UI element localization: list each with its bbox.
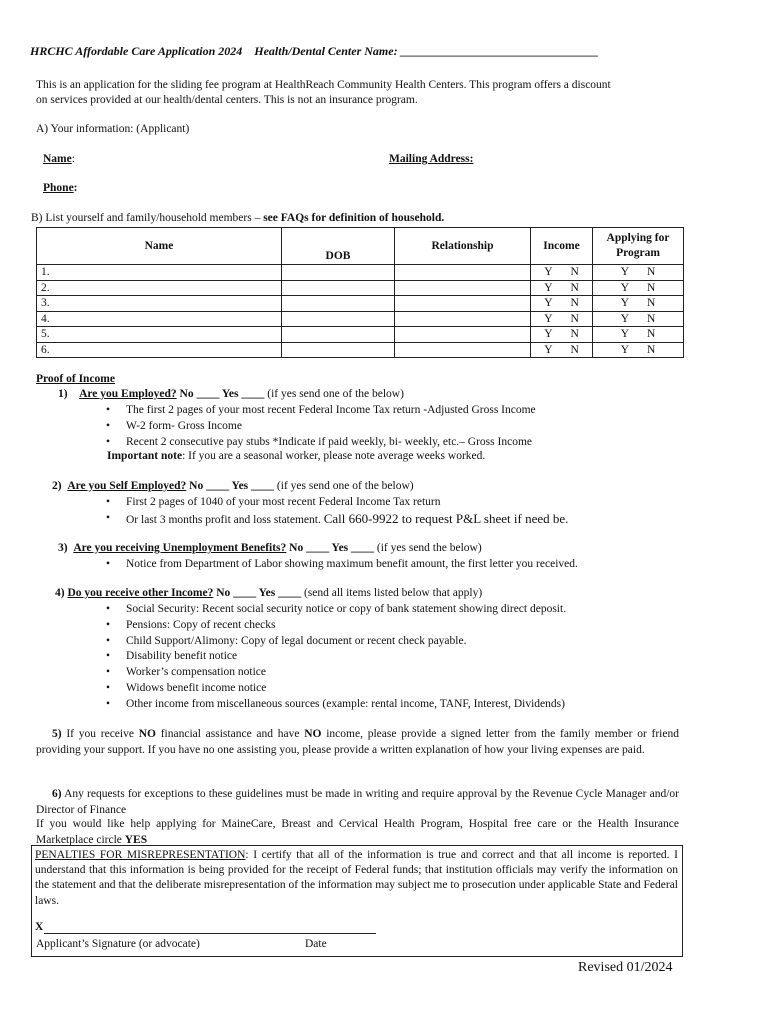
q2-list [126, 495, 568, 527]
table-row [37, 327, 684, 343]
member-dob-cell[interactable] [282, 342, 395, 358]
list-item: • Social Security: Recent social security notice or copy of bank statement showing direct deposit. [126, 602, 566, 618]
member-relationship-cell[interactable] [395, 265, 531, 281]
income-yes-option[interactable]: Y [544, 297, 553, 309]
income-no-option[interactable]: N [570, 297, 579, 309]
q1-employed: 1) Are you Employed? No ____ Yes ____ (if yes send one of the below) [58, 388, 404, 400]
member-income-cell[interactable] [531, 265, 593, 281]
center-name-label: Health/Dental Center Name: [254, 44, 398, 58]
income-no-option[interactable]: N [570, 266, 579, 278]
applying-no-option[interactable]: N [647, 281, 656, 294]
center-name-field[interactable]: _________________________________ [400, 44, 599, 58]
list-item: • The first 2 pages of your most recent Federal Income Tax return -Adjusted Gross Income [126, 403, 536, 419]
member-name-cell[interactable]: 4. [37, 311, 282, 327]
income-yes-option[interactable]: Y [544, 343, 553, 356]
applying-yes-option[interactable]: Y [620, 328, 629, 340]
yes-circle-target[interactable]: YES [124, 833, 148, 846]
member-name-cell[interactable]: 5. [37, 327, 282, 343]
list-item: • Pensions: Copy of recent checks [126, 618, 566, 634]
mailing-address-label[interactable]: Mailing Address: [389, 153, 474, 165]
table-row [37, 311, 684, 327]
q2-self-employed: 2) Are you Self Employed? No ____ Yes ____ (if yes send one of the below) [52, 480, 414, 492]
penalty-text: PENALTIES FOR MISREPRESENTATION: I certify that all of the information is true and correct and that all income is reported. I understand that this information is being provided for the receipt of Federal funds; that institution officials may verify the information on the statement and that the deliberate misrepresentation of the information may subject me to prosecution under applicable State and Federal laws. [35, 849, 678, 907]
member-dob-cell[interactable] [282, 311, 395, 327]
income-yes-option[interactable]: Y [544, 312, 553, 325]
member-relationship-cell[interactable] [395, 311, 531, 327]
applying-yes-option[interactable]: Y [620, 343, 629, 356]
member-name-cell[interactable]: 6. [37, 342, 282, 358]
applying-yes-option[interactable]: Y [620, 281, 629, 294]
signature-x: X [35, 921, 44, 933]
signature-line[interactable] [44, 933, 376, 934]
revised-date: Revised 01/2024 [578, 960, 673, 975]
list-item: • Or last 3 months profit and loss statement. Call 660-9922 to request P&L sheet if need be. [126, 511, 568, 527]
member-applying-cell[interactable] [593, 342, 684, 358]
name-field-label[interactable]: Name: [43, 153, 75, 165]
signature-label: Applicant’s Signature (or advocate) [36, 938, 200, 950]
applying-no-option[interactable]: N [647, 312, 656, 325]
intro-line-2: on services provided at our health/dental centers. This is not an insurance program. [36, 94, 418, 106]
income-no-option[interactable]: N [570, 328, 579, 340]
member-applying-cell[interactable] [593, 280, 684, 296]
member-income-cell[interactable] [531, 296, 593, 312]
col-header-dob: DOB [282, 228, 395, 265]
list-item: • Recent 2 consecutive pay stubs *Indicate if paid weekly, bi- weekly, etc.– Gross Income [126, 435, 536, 451]
help-paragraph: If you would like help applying for MaineCare, Breast and Cervical Health Program, Hospital free care or the Health Insurance Marketplace circle YES [36, 818, 679, 846]
member-relationship-cell[interactable] [395, 280, 531, 296]
q3-list [126, 557, 578, 573]
applying-yes-option[interactable]: Y [620, 297, 629, 309]
applying-no-option[interactable]: N [647, 297, 656, 309]
member-dob-cell[interactable] [282, 280, 395, 296]
member-applying-cell[interactable] [593, 265, 684, 281]
table-row [37, 296, 684, 312]
col-header-applying: Applying for Program [593, 228, 684, 265]
table-header-row [37, 228, 684, 265]
important-note: Important note: If you are a seasonal worker, please note average weeks worked. [107, 450, 486, 462]
member-dob-cell[interactable] [282, 265, 395, 281]
list-item: • Other income from miscellaneous sources (example: rental income, TANF, Interest, Dividends) [126, 697, 566, 713]
member-dob-cell[interactable] [282, 296, 395, 312]
list-item: • W-2 form- Gross Income [126, 419, 536, 435]
income-yes-option[interactable]: Y [544, 281, 553, 294]
member-applying-cell[interactable] [593, 327, 684, 343]
member-applying-cell[interactable] [593, 311, 684, 327]
applying-no-option[interactable]: N [647, 266, 656, 278]
member-name-cell[interactable]: 1. [37, 265, 282, 281]
member-relationship-cell[interactable] [395, 342, 531, 358]
col-header-name: Name [37, 228, 282, 265]
table-row [37, 342, 684, 358]
member-income-cell[interactable] [531, 311, 593, 327]
intro-line-1: This is an application for the sliding fee program at HealthReach Community Health Centers. This program offers a discount [36, 79, 611, 91]
income-no-option[interactable]: N [570, 343, 579, 356]
member-income-cell[interactable] [531, 327, 593, 343]
col-header-income: Income [531, 228, 593, 265]
section-a-heading: A) Your information: (Applicant) [36, 123, 190, 135]
table-row [37, 265, 684, 281]
member-name-cell[interactable]: 2. [37, 280, 282, 296]
phone-field-label[interactable]: Phone: [43, 182, 78, 194]
member-income-cell[interactable] [531, 280, 593, 296]
member-relationship-cell[interactable] [395, 296, 531, 312]
q6-paragraph: 6) Any requests for exceptions to these guidelines must be made in writing and require approval by the Revenue Cycle Manager and/or Director of Finance [36, 788, 679, 816]
col-header-relationship: Relationship [395, 228, 531, 265]
applying-no-option[interactable]: N [647, 343, 656, 356]
member-income-cell[interactable] [531, 342, 593, 358]
proof-of-income-heading: Proof of Income [36, 373, 115, 385]
income-no-option[interactable]: N [570, 312, 579, 325]
q1-list [126, 403, 536, 450]
form-title: HRCHC Affordable Care Application 2024 [30, 44, 243, 58]
list-item: • Widows benefit income notice [126, 681, 566, 697]
household-members-table [36, 227, 684, 358]
applying-yes-option[interactable]: Y [620, 312, 629, 325]
member-applying-cell[interactable] [593, 296, 684, 312]
date-label: Date [305, 938, 327, 950]
q5-paragraph: 5) If you receive NO financial assistance and have NO income, please provide a signed letter from the family member or friend providing your support. If you have no one assisting you, please provide a written explanation of how your living expenses are paid. [36, 728, 679, 756]
income-yes-option[interactable]: Y [544, 328, 553, 340]
member-name-cell[interactable]: 3. [37, 296, 282, 312]
document-header [30, 44, 599, 59]
list-item: • Notice from Department of Labor showing maximum benefit amount, the first letter you received. [126, 557, 578, 573]
table-row [37, 280, 684, 296]
applying-yes-option[interactable]: Y [620, 266, 629, 278]
q4-other-income: 4) Do you receive other Income? No ____ Yes ____ (send all items listed below that apply) [55, 587, 483, 599]
list-item: • Child Support/Alimony: Copy of legal document or recent check payable. [126, 634, 566, 650]
income-yes-option[interactable]: Y [544, 266, 553, 278]
section-b-heading: B) List yourself and family/household members – see FAQs for definition of household. [31, 212, 445, 224]
q4-list [126, 602, 566, 713]
list-item: • Disability benefit notice [126, 649, 566, 665]
q3-unemployment: 3) Are you receiving Unemployment Benefits? No ____ Yes ____ (if yes send the below) [58, 542, 482, 554]
list-item: • Worker’s compensation notice [126, 665, 566, 681]
list-item: • First 2 pages of 1040 of your most recent Federal Income Tax return [126, 495, 568, 511]
member-relationship-cell[interactable] [395, 327, 531, 343]
member-dob-cell[interactable] [282, 327, 395, 343]
applying-no-option[interactable]: N [647, 328, 656, 340]
income-no-option[interactable]: N [570, 281, 579, 294]
